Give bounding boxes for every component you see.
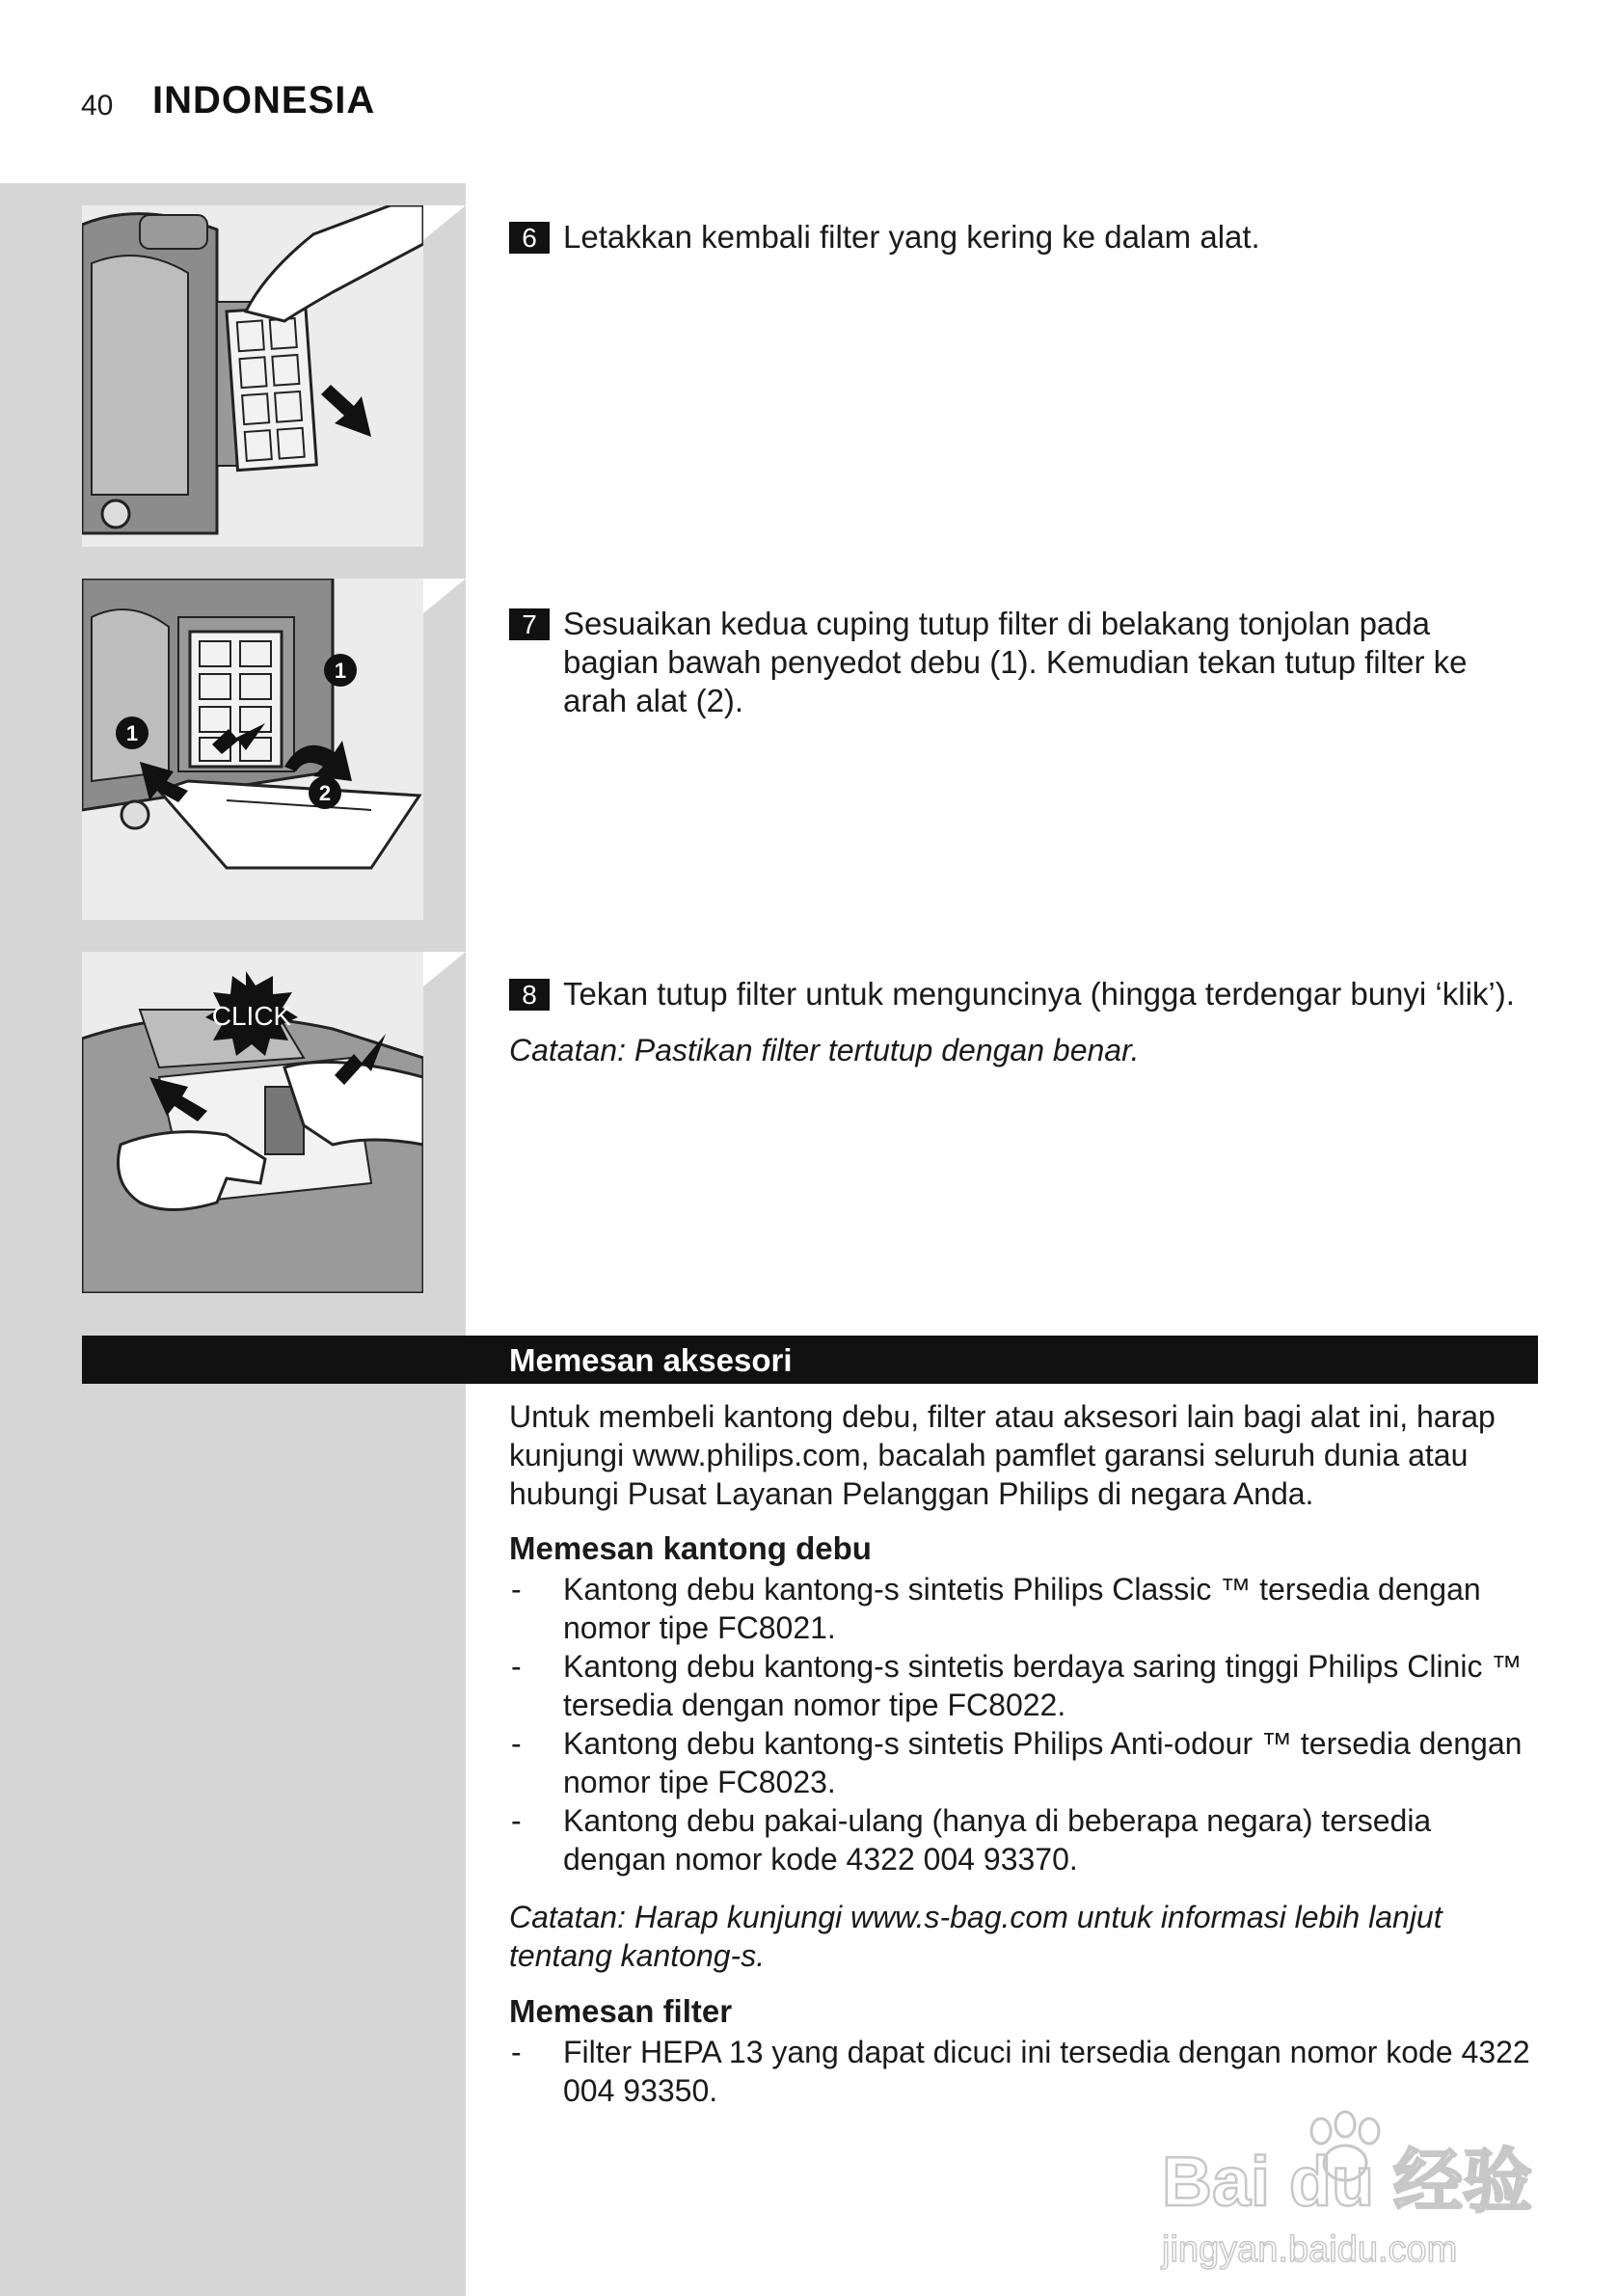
filter-cover-illustration	[82, 579, 423, 920]
figure-notch	[423, 579, 466, 613]
section-header-bar	[82, 1336, 1538, 1384]
filter-heading: Memesan filter	[509, 1993, 733, 2029]
watermark-url: jingyan.baidu.com	[1162, 2229, 1458, 2270]
step-number: 6	[509, 222, 550, 254]
figure-notch	[423, 205, 466, 240]
step-text: Sesuaikan kedua cuping tutup filter di belakang tonjolan pada bagian bawah penyedot debu (1). Kemudian tekan tutup filter ke arah alat (2).	[563, 606, 1468, 718]
baidu-paw-icon	[1152, 2097, 1538, 2271]
step-number: 8	[509, 979, 550, 1011]
step-7	[509, 605, 1531, 720]
list-dash: -	[511, 1726, 522, 1761]
callout-1-left: 1	[125, 721, 139, 745]
section-intro: Untuk membeli kantong debu, filter atau aksesori lain bagi alat ini, harap kunjungi www.philips.com, bacalah pamflet garansi seluruh dunia atau hubungi Pusat Layanan Pelanggan Philips di negara Anda.	[509, 1399, 1496, 1511]
bags-list	[509, 1570, 1541, 1878]
list-item	[509, 1724, 1541, 1801]
page-number: 40	[81, 90, 114, 122]
step-8	[509, 975, 1531, 1013]
step-number: 7	[509, 608, 550, 640]
list-item	[509, 1570, 1541, 1647]
list-dash: -	[511, 1649, 522, 1684]
click-cover-illustration	[82, 952, 423, 1293]
list-item-text: Filter HEPA 13 yang dapat dicuci ini tersedia dengan nomor kode 4322 004 93350.	[563, 2035, 1530, 2108]
list-dash: -	[511, 1803, 522, 1838]
list-item-text: Kantong debu kantong-s sintetis Philips Anti-odour ™ tersedia dengan nomor tipe FC8023.	[563, 1726, 1523, 1799]
callout-2: 2	[318, 781, 332, 805]
bags-heading: Memesan kantong debu	[509, 1530, 872, 1566]
list-dash: -	[511, 1572, 522, 1607]
list-item	[509, 1647, 1541, 1724]
list-item-text: Kantong debu pakai-ulang (hanya di beberapa negara) tersedia dengan nomor kode 4322 004 93370.	[563, 1803, 1432, 1877]
step-text: Tekan tutup filter untuk menguncinya (hingga terdengar bunyi ‘klik’).	[563, 976, 1515, 1012]
vacuum-filter-illustration	[82, 205, 423, 547]
list-item	[509, 1801, 1541, 1878]
callout-1-right: 1	[334, 659, 347, 683]
bags-note: Catatan: Harap kunjungi www.s-bag.com untuk informasi lebih lanjut tentang kantong-s.	[509, 1900, 1443, 1973]
watermark-brand: Bai du 经验	[1162, 2144, 1533, 2221]
figure-filter-cover-tabs	[82, 579, 423, 920]
list-item-text: Kantong debu kantong-s sintetis berdaya saring tinggi Philips Clinic ™ tersedia dengan nomor tipe FC8022.	[563, 1649, 1523, 1722]
step-6	[509, 218, 1531, 257]
section-title: Memesan aksesori	[509, 1342, 793, 1378]
click-label: CLICK	[211, 1001, 292, 1031]
figure-insert-filter	[82, 205, 423, 547]
figure-click-cover	[82, 952, 423, 1293]
language-title: INDONESIA	[152, 79, 376, 122]
step-text: Letakkan kembali filter yang kering ke dalam alat.	[563, 219, 1260, 255]
baidu-watermark	[1152, 2097, 1538, 2271]
list-dash: -	[511, 2035, 522, 2069]
step-8-note: Catatan: Pastikan filter tertutup dengan benar.	[509, 1033, 1140, 1067]
figure-notch	[423, 952, 466, 986]
list-item-text: Kantong debu kantong-s sintetis Philips Classic ™ tersedia dengan nomor tipe FC8021.	[563, 1572, 1481, 1645]
